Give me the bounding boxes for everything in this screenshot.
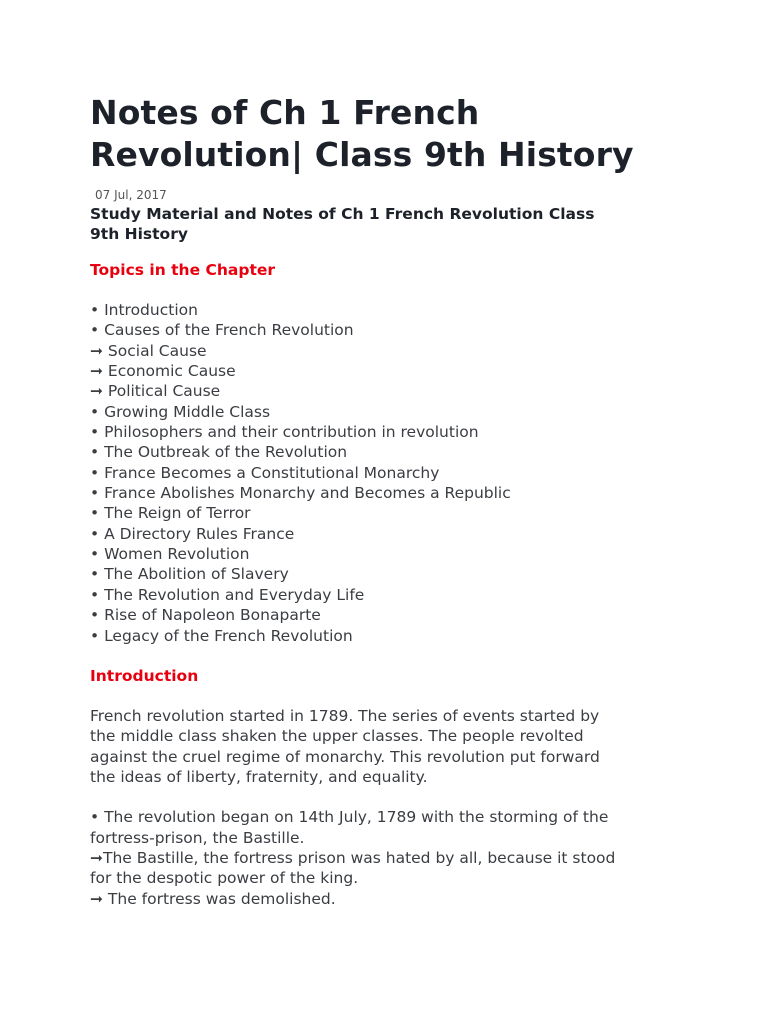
topic-item: ➞ Social Cause [90, 341, 207, 360]
topic-item: • Causes of the French Revolution [90, 321, 354, 340]
topic-item: • Legacy of the French Revolution [90, 626, 353, 645]
article-date: 07 Jul, 2017 [95, 188, 167, 202]
paragraph-line: fortress-prison, the Bastille. [90, 828, 305, 847]
paragraph-line: ➞ The fortress was demolished. [90, 889, 336, 908]
topic-item: ➞ Economic Cause [90, 362, 236, 381]
topic-item: ➞ Political Cause [90, 382, 221, 401]
topic-item: • Growing Middle Class [90, 402, 271, 421]
introduction-paragraph [90, 706, 690, 787]
article-content [90, 92, 690, 909]
article-title [90, 92, 690, 176]
article-title-line-2: Revolution| Class 9th History [90, 135, 634, 174]
paragraph-line: against the cruel regime of monarchy. This revolution put forward [90, 747, 600, 766]
topic-item: • A Directory Rules France [90, 524, 295, 543]
topic-item: • The Revolution and Everyday Life [90, 585, 365, 604]
topic-item: • France Abolishes Monarchy and Becomes a Republic [90, 484, 511, 503]
topic-list [90, 300, 690, 646]
topic-item: • The Abolition of Slavery [90, 565, 289, 584]
topic-item: • The Reign of Terror [90, 504, 251, 523]
topic-item: • Rise of Napoleon Bonaparte [90, 606, 321, 625]
paragraph-line: the middle class shaken the upper classes. The people revolted [90, 727, 584, 746]
topic-item: • The Outbreak of the Revolution [90, 443, 348, 462]
article-subtitle-line-2: 9th History [90, 225, 188, 243]
introduction-heading: Introduction [90, 666, 199, 685]
topic-item: • Philosophers and their contribution in revolution [90, 423, 479, 442]
topic-item: • Women Revolution [90, 545, 250, 564]
paragraph-line: French revolution started in 1789. The series of events started by [90, 706, 600, 725]
paragraph-line: the ideas of liberty, fraternity, and equality. [90, 767, 428, 786]
paragraph-line: ➞The Bastille, the fortress prison was hated by all, because it stood [90, 848, 616, 867]
topic-item: • Introduction [90, 301, 198, 319]
paragraph-line: for the despotic power of the king. [90, 869, 359, 888]
bastille-paragraph [90, 807, 690, 909]
article-subtitle [90, 204, 690, 244]
topics-heading: Topics in the Chapter [90, 261, 276, 279]
article-subtitle-line-1: Study Material and Notes of Ch 1 French Revolution Class [90, 205, 595, 223]
article-title-line-1: Notes of Ch 1 French [90, 93, 480, 132]
paragraph-line: • The revolution began on 14th July, 1789 with the storming of the [90, 808, 609, 827]
topic-item: • France Becomes a Constitutional Monarchy [90, 463, 440, 482]
